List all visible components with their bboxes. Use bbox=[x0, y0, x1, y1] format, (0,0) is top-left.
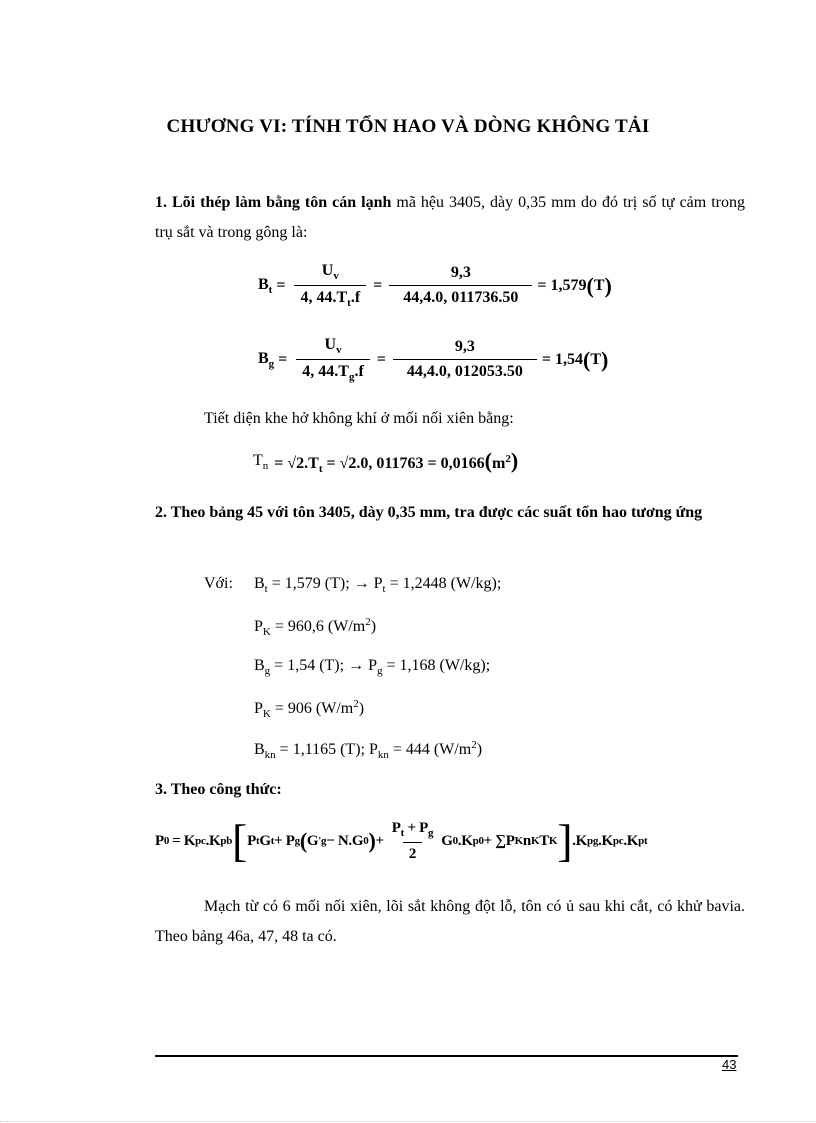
section-1-text: mã hệu 3405, dày 0,35 mm do đó trị số tự cảm trong trụ sắt và trong gông là: bbox=[155, 194, 746, 241]
formula-tn bbox=[253, 448, 518, 475]
values-line-4: $P_K = 906$ $(W/m^2)$ bbox=[254, 698, 365, 720]
air-gap-text: Tiết diện khe hở không khí ở mối nối xiên bằng: bbox=[204, 410, 514, 427]
p0-fraction: $\frac{P_t + P_g}{2}$ bbox=[391, 819, 434, 862]
footer-rule bbox=[155, 1055, 738, 1057]
bg-result: = 1,54 bbox=[541, 350, 584, 368]
bt-result: = 1,579 bbox=[537, 276, 587, 294]
section-2-heading: 2. Theo bảng 45 với tôn 3405, dày 0,35 mm, tra được các suất tổn hao tương ứng bbox=[155, 504, 703, 521]
values-line-5: $B_{kn} = 1,1165$ (T); $P_{kn} = 444$ $(W/m^2)$ bbox=[254, 739, 483, 761]
bt-frac-1: $\frac{U_v}{4, 44.T_t.f}$ bbox=[294, 262, 366, 309]
values-voi: Với: bbox=[204, 575, 233, 592]
formula-bt: $B_t$ = $\frac{U_v}{4, 44.T_t.f}$ = $\frac{9,3}{44,4.0, 011736.50}$ = 1,579 ( T ) bbox=[258, 262, 612, 309]
page-number: 43 bbox=[722, 1057, 737, 1072]
final-paragraph: Mạch từ có 6 mối nối xiên, lõi sắt không đột lỗ, tôn có ủ sau khi cắt, có khử bavia. Theo bảng 46a, 47, 48 ta có. bbox=[155, 898, 745, 945]
formula-bg: $B_g$ = $\frac{U_v}{4, 44.T_g.f}$ = $\frac{9,3}{44,4.0, 012053.50}$ = 1,54 ( T ) bbox=[258, 336, 609, 383]
chapter-title: CHƯƠNG VI: TÍNH TỔN HAO VÀ DÒNG KHÔNG TẢI bbox=[166, 116, 650, 137]
section-1-heading: 1. Lõi thép làm bằng tôn cán lạnh bbox=[155, 194, 392, 211]
tn-rhs: = $√2.T_t = √2.0$, $011763 = 0,0166(m^2)$ bbox=[274, 448, 519, 475]
values-line-3: $B_g = 1,54$ (T); → $P_g = 1,168$ (W/kg); bbox=[254, 657, 491, 677]
section-1-paragraph bbox=[155, 188, 745, 248]
formula-p0: P 0 = K pc .K pb [ P t G t + P g ( G ' g − N.G 0 ) + $\frac{P_t + P_g}{2}$ G 0 .K p0 + ∑P K n K T K ] .K pg .K pc .K pt bbox=[155, 815, 648, 866]
values-line-1: $B_t = 1,579$ (T); → $P_t = 1,2448$ (W/kg); bbox=[254, 575, 502, 595]
left-bracket: [ bbox=[232, 815, 248, 866]
bg-frac-1: $\frac{U_v}{4, 44.T_g.f}$ bbox=[296, 336, 370, 383]
bg-unit: T bbox=[590, 350, 602, 368]
section-3-heading: 3. Theo công thức: bbox=[155, 781, 282, 798]
right-bracket: ] bbox=[557, 815, 573, 866]
bg-frac-2: $\frac{9,3}{44,4.0, 012053.50}$ bbox=[393, 338, 537, 381]
bt-frac-2: $\frac{9,3}{44,4.0, 011736.50}$ bbox=[389, 264, 532, 307]
tn-lhs: $T_n$ bbox=[253, 451, 269, 472]
page-bottom-border bbox=[0, 1121, 816, 1122]
bt-unit: T bbox=[593, 276, 605, 294]
bg-lhs: $B_g$ bbox=[258, 349, 275, 370]
bt-lhs: $B_t$ bbox=[258, 275, 273, 296]
values-line-2: $P_K = 960,6$ $(W/m^2)$ bbox=[254, 616, 377, 638]
